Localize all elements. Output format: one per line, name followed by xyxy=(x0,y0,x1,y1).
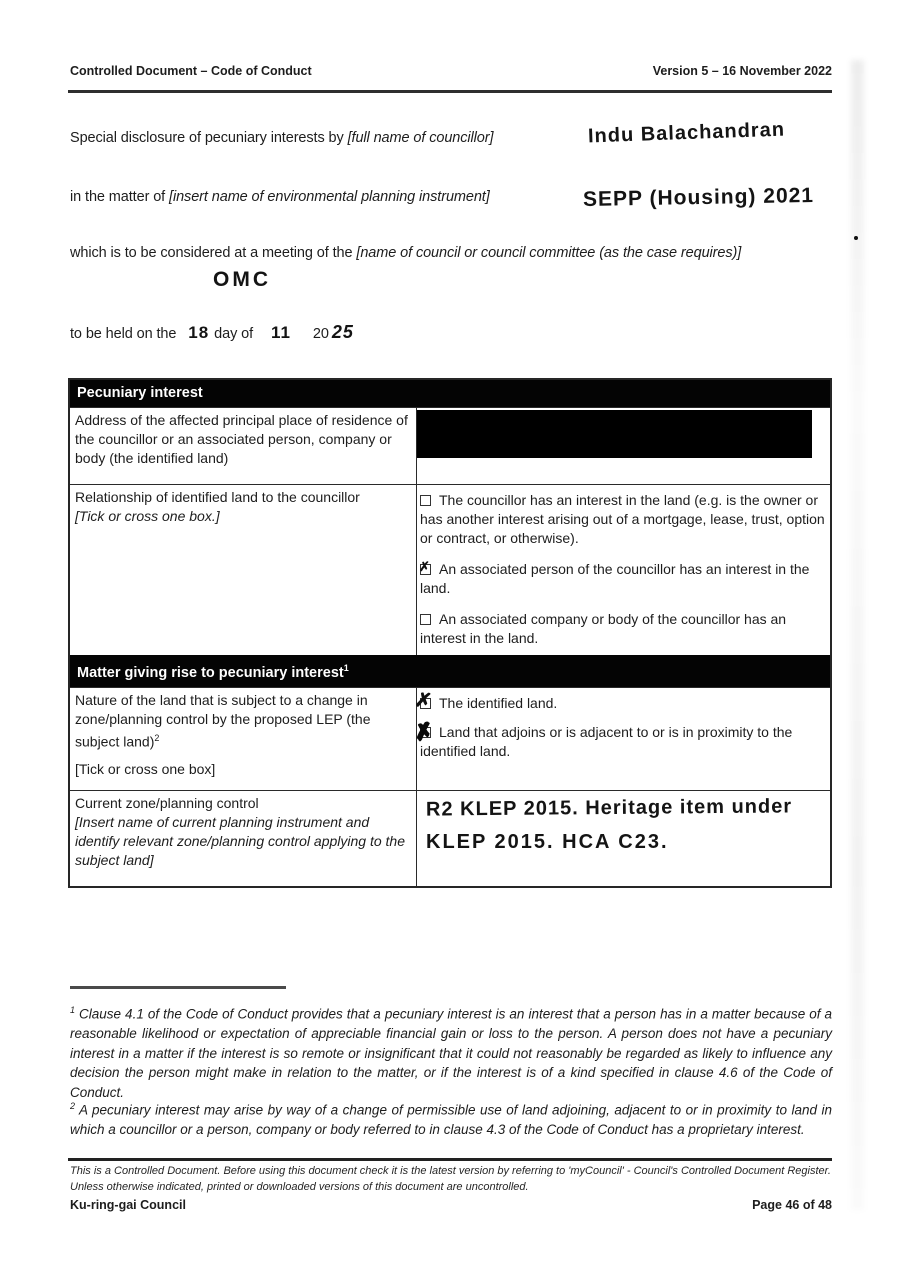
pecuniary-interest-table xyxy=(68,378,832,888)
date-century-text: 20 xyxy=(312,326,329,342)
relationship-instruction: [Tick or cross one box.] xyxy=(75,508,220,524)
intro-line-instrument-text: in the matter of xyxy=(70,189,170,205)
handwritten-cross-mark: ✗ xyxy=(419,559,430,574)
checkbox-adjoining-land[interactable] xyxy=(413,718,435,745)
matter-footnote-ref: 1 xyxy=(343,663,349,673)
controlled-document-note-line1: This is a Controlled Document. Before using this document check it is the latest version by referring to 'myCouncil' - Council's Controlled Document Register. xyxy=(70,1165,831,1177)
handwritten-year: 25 xyxy=(331,322,354,342)
handwritten-day: 18 xyxy=(188,323,210,342)
section-header-pecuniary-interest-label: Pecuniary interest xyxy=(77,385,203,401)
footer-rule xyxy=(68,1158,832,1161)
nature-option-adjoining-land xyxy=(413,718,828,761)
relationship-option-associated-person-text: An associated person of the councillor has an interest in the land. xyxy=(420,561,810,596)
handwritten-meeting-name: OMC xyxy=(213,268,271,291)
checkbox-identified-land[interactable] xyxy=(413,688,434,713)
relationship-label: Relationship of identified land to the councillor xyxy=(75,489,360,505)
relationship-option-associated-person xyxy=(420,560,828,598)
intro-line-councillor-text: Special disclosure of pecuniary interests by xyxy=(70,130,348,146)
handwritten-zone-line1: R2 KLEP 2015. Heritage item under xyxy=(425,795,793,821)
date-pre-text: to be held on the xyxy=(70,326,177,342)
relationship-option-associated-company xyxy=(420,610,828,648)
document-header-title: Controlled Document – Code of Conduct xyxy=(70,64,312,78)
handwritten-month: 11 xyxy=(270,323,291,342)
intro-line-meeting-text: which is to be considered at a meeting of the xyxy=(70,245,357,261)
intro-date-line xyxy=(70,322,354,344)
table-row-address xyxy=(70,407,830,484)
intro-line-instrument-placeholder: [insert name of environmental planning instrument] xyxy=(169,189,490,205)
nature-option-identified-land xyxy=(413,688,828,713)
zone-label-cell xyxy=(70,791,417,886)
footnote-2-marker: 2 xyxy=(70,1101,76,1111)
controlled-document-note-line2: Unless otherwise indicated, printed or downloaded versions of this document are uncontrolled. xyxy=(70,1181,529,1193)
intro-line-meeting xyxy=(70,243,834,263)
footnote-1-marker: 1 xyxy=(70,1005,76,1015)
footnote-1-text: Clause 4.1 of the Code of Conduct provides that a pecuniary interest is an interest that a person has in a matter because of a reasonable likelihood or expectation of appreciable financial gain or loss to the person. A person does not have a pecuniary interest in a matter if the interest is so remote or insignificant that it could not reasonably be regarded as likely to influence any decision the person might make in relation to the matter, or if the interest is of a kind specified in clause 4.6 of the Code of Conduct. xyxy=(70,1006,832,1100)
section-header-pecuniary-interest xyxy=(70,380,830,407)
intro-line-meeting-placeholder: [name of council or council committee (as the case requires)] xyxy=(356,245,742,261)
relationship-option-councillor xyxy=(420,491,828,548)
handwritten-zone-line2: KLEP 2015. HCA C23. xyxy=(426,830,669,853)
scan-smudge-artifact xyxy=(851,60,864,1210)
relationship-label-cell xyxy=(70,485,417,655)
address-label-cell xyxy=(70,408,417,484)
nature-footnote-ref: 2 xyxy=(154,732,160,743)
relationship-option-councillor-text: The councillor has an interest in the land (e.g. is the owner or has another interest arising out of a mortgage, lease, trust, option or contract, or otherwise). xyxy=(420,492,825,546)
address-label: Address of the affected principal place of residence of the councillor or an associated person, company or body (the identified land) xyxy=(75,412,408,466)
nature-option-identified-land-text: The identified land. xyxy=(439,694,558,711)
redaction-box xyxy=(417,410,812,458)
zone-label: Current zone/planning control xyxy=(75,794,259,811)
header-rule xyxy=(68,90,832,93)
zone-instruction: [Insert name of current planning instrument and identify relevant zone/planning control applying to the subject land] xyxy=(75,813,405,868)
footnote-1 xyxy=(70,1001,832,1102)
footnote-2-text: A pecuniary interest may arise by way of a change of permissible use of land adjoining, adjacent to or in proximity to land in which a councillor or a person, company or body referred to in clause 4.3 of the Code of Conduct has a proprietary interest. xyxy=(70,1102,832,1137)
section-header-matter xyxy=(70,655,830,687)
section-header-matter-label: Matter giving rise to pecuniary interest xyxy=(77,664,344,681)
relationship-options-cell xyxy=(417,485,830,655)
handwritten-cross-mark: ✗ xyxy=(413,688,434,713)
nature-options-cell xyxy=(413,688,830,790)
footer-page-number: Page 46 of 48 xyxy=(752,1198,832,1212)
nature-label: Nature of the land that is subject to a change in zone/planning control by the proposed LEP (the subject land)$^2$ xyxy=(75,691,371,750)
intro-line-councillor-placeholder: [full name of councillor] xyxy=(347,130,494,146)
handwritten-councillor-name: Indu Balachandran xyxy=(587,118,786,148)
footer-council-name: Ku-ring-gai Council xyxy=(70,1198,186,1212)
footnote-2 xyxy=(70,1097,832,1140)
date-mid-text: day of xyxy=(214,326,254,342)
document-header-version: Version 5 – 16 November 2022 xyxy=(652,64,832,78)
relationship-option-associated-company-text: An associated company or body of the councillor has an interest in the land. xyxy=(420,611,787,646)
handwritten-planning-instrument: SEPP (Housing) 2021 xyxy=(582,183,815,212)
checkbox-associated-person-interest[interactable] xyxy=(419,559,431,575)
handwritten-scribble-cross-mark: ✗ xyxy=(413,718,435,745)
table-row-relationship xyxy=(70,484,830,655)
nature-option-adjoining-land-text: Land that adjoins or is adjacent to or is in proximity to the identified land. xyxy=(420,723,793,759)
table-row-current-zone xyxy=(70,790,830,886)
nature-instruction: [Tick or cross one box] xyxy=(75,761,216,778)
nature-label-cell xyxy=(70,688,417,790)
table-row-nature xyxy=(70,687,830,790)
zone-value-cell xyxy=(417,791,830,886)
address-value-cell xyxy=(417,408,830,484)
checkbox-councillor-interest[interactable] xyxy=(420,495,431,506)
checkbox-associated-company-interest[interactable] xyxy=(420,614,431,625)
footnote-separator xyxy=(70,986,286,989)
